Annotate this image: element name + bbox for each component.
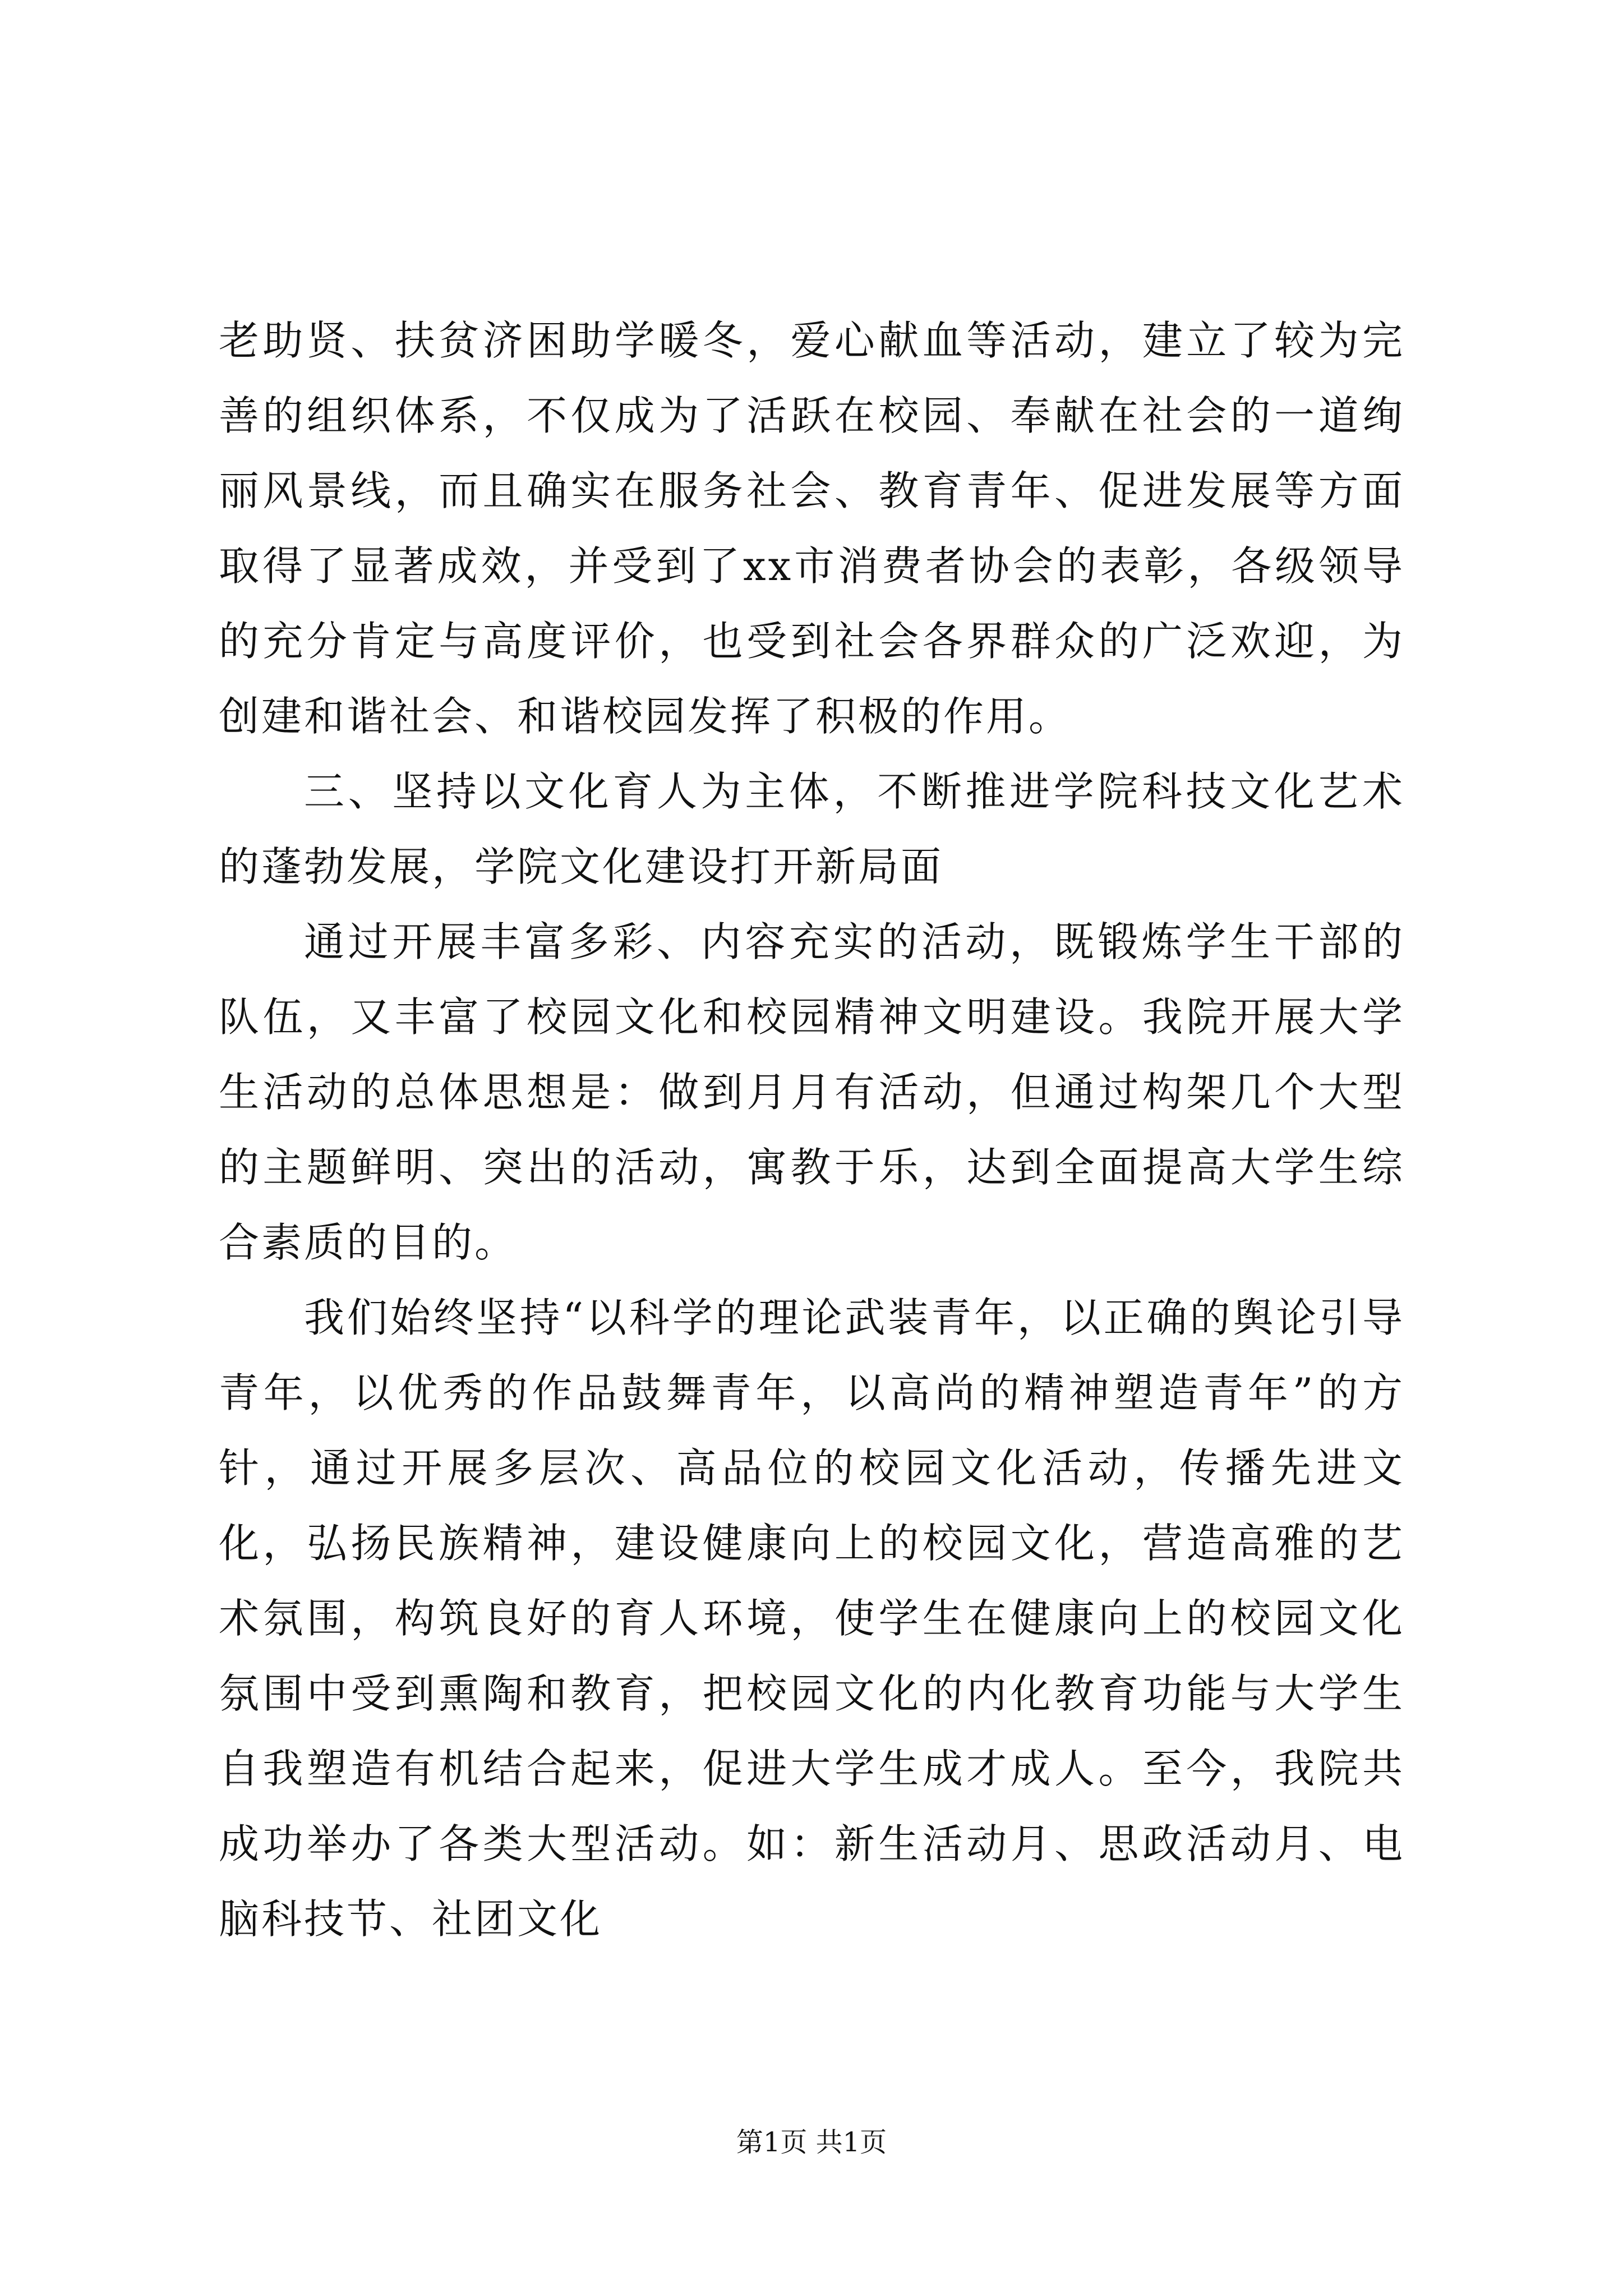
- section-heading: 三、坚持以文化育人为主体，不断推进学院科技文化艺术的蓬勃发展，学院文化建设打开新局面: [219, 768, 1405, 890]
- paragraph-activities: 通过开展丰富多彩、内容充实的活动，既锻炼学生干部的队伍，又丰富了校园文化和校园精神文明建设。我院开展大学生活动的总体思想是：做到月月有活动，但通过构架几个大型的主题鲜明、突出的活动，寓教于乐，达到全面提高大学生综合素质的目的。: [219, 918, 1405, 1266]
- paragraph-culture: 我们始终坚持“以科学的理论武装青年，以正确的舆论引导青年，以优秀的作品鼓舞青年，以高尚的精神塑造青年”的方针，通过开展多层次、高品位的校园文化活动，传播先进文化，弘扬民族精神，建设健康向上的校园文化，营造高雅的艺术氛围，构筑良好的育人环境，使学生在健康向上的校园文化氛围中受到熏陶和教育，把校园文化的内化教育功能与大学生自我塑造有机结合起来，促进大学生成才成人。至今，我院共成功举办了各类大型活动。如：新生活动月、思政活动月、电脑科技节、社团文化: [219, 1294, 1405, 1943]
- page-footer: 第1页 共1页: [736, 2127, 887, 2158]
- document-body: [219, 303, 1405, 1957]
- paragraph-continuation: 老助贤、扶贫济困助学暖冬，爱心献血等活动，建立了较为完善的组织体系，不仅成为了活跃在校园、奉献在社会的一道绚丽风景线，而且确实在服务社会、教育青年、促进发展等方面取得了显著成效，并受到了xx市消费者协会的表彰，各级领导的充分肯定与高度评价，也受到社会各界群众的广泛欢迎，为创建和谐社会、和谐校园发挥了积极的作用。: [219, 317, 1405, 740]
